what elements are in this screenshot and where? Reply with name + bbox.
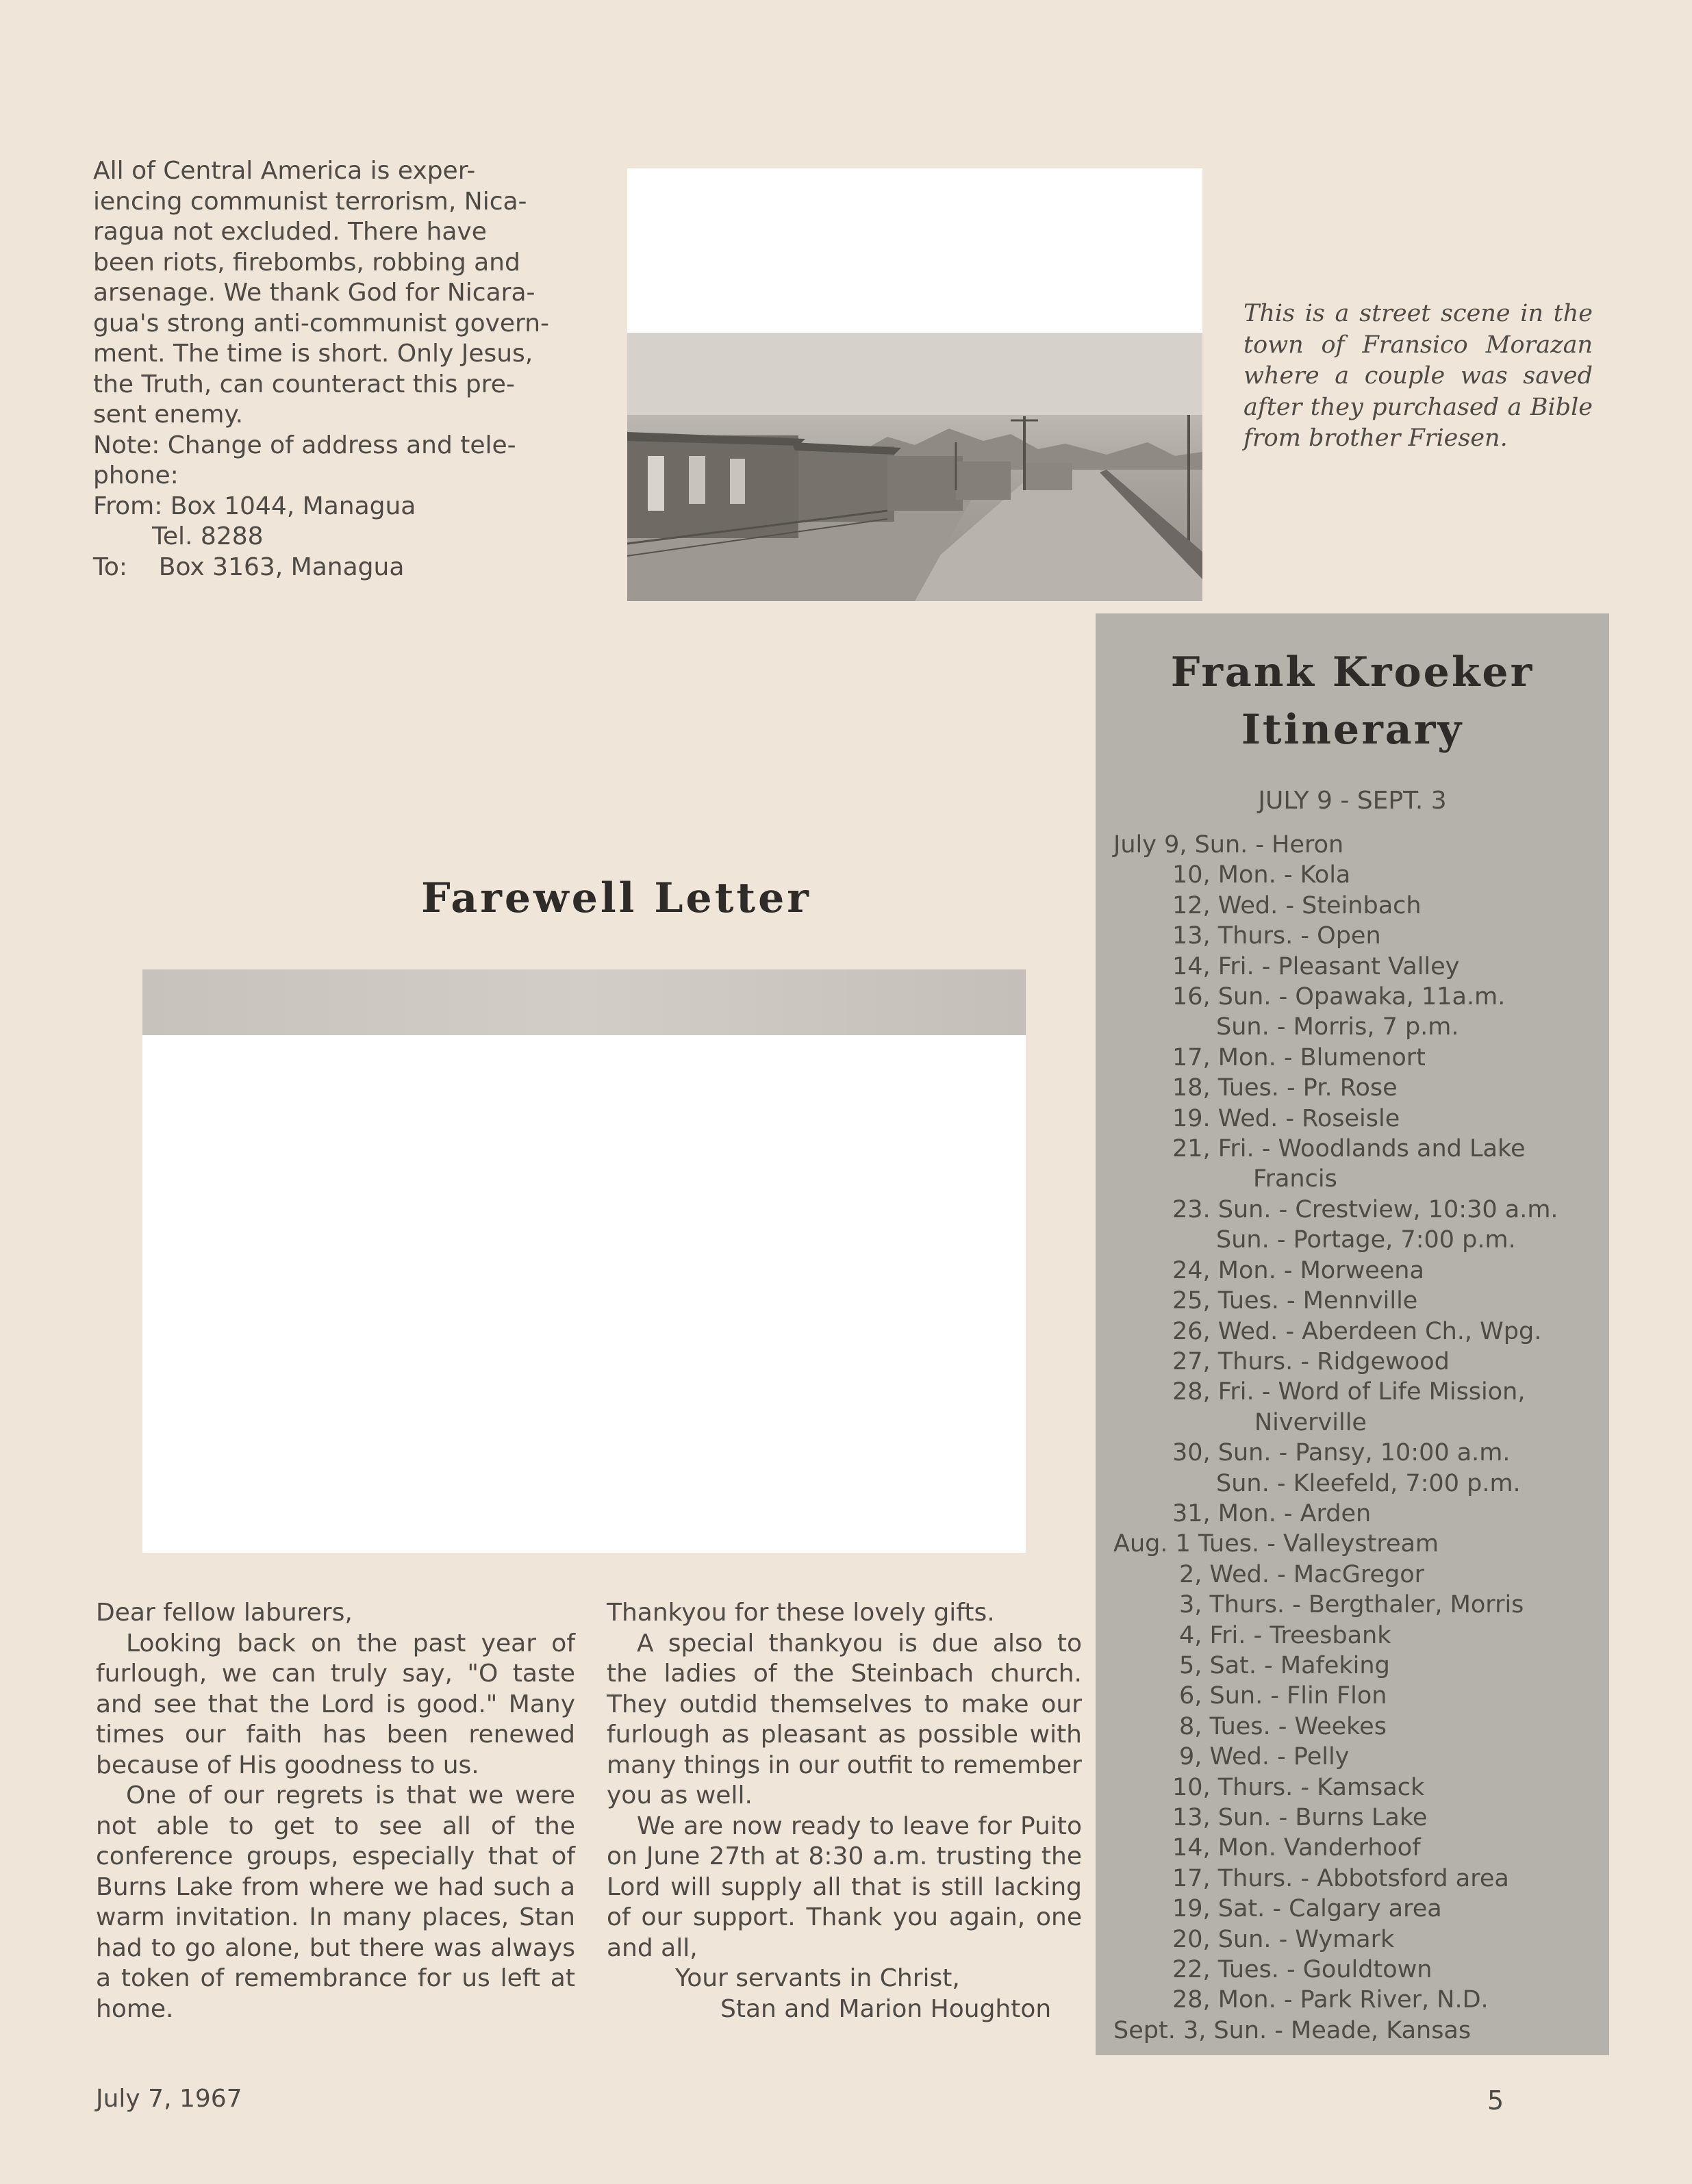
letter-paragraph: One of our regrets is that we were not able to get to see all of the conference groups, especially that of Burns Lake from where we had such a warm invitation. In many places, Stan had to go alone, but there was always a token of remembrance for us left at home. <box>96 1781 575 2023</box>
itinerary-entry: Sun. - Morris, 7 p.m. <box>1216 1013 1459 1041</box>
nicaragua-article <box>93 156 572 583</box>
itinerary-box <box>1096 613 1609 2055</box>
street-scene-photo <box>627 168 1202 601</box>
farewell-photo <box>142 969 1026 1553</box>
itinerary-entry: 6, Sun. - Flin Flon <box>1179 1682 1387 1710</box>
telephone: Tel. 8288 <box>152 522 264 550</box>
itinerary-entry: 30, Sun. - Pansy, 10:00 a.m. <box>1172 1439 1511 1467</box>
article-line: sent enemy. <box>93 401 244 429</box>
itinerary-entry: 2, Wed. - MacGregor <box>1179 1560 1425 1588</box>
address-from: From: Box 1044, Managua <box>93 492 416 520</box>
itinerary-entry: Niverville <box>1254 1408 1367 1436</box>
address-note: Note: Change of address and tele- <box>93 431 516 459</box>
itinerary-entry: 10, Mon. - Kola <box>1172 861 1351 889</box>
letter-column-1 <box>96 1598 575 2024</box>
letter-paragraph: We are now ready to leave for Puito on June 27th at 8:30 a.m. trusting the Lord will supply all that is still lacking of our support. Thank you again, one and all, <box>607 1812 1082 1962</box>
itinerary-entry: 3, Thurs. - Bergthaler, Morris <box>1179 1591 1524 1619</box>
letter-column-2 <box>607 1598 1082 2024</box>
itinerary-entry: 24, Mon. - Morweena <box>1172 1256 1424 1284</box>
letter-paragraph: Thankyou for these lovely gifts. <box>607 1599 995 1627</box>
letter-paragraph: Looking back on the past year of furlough, we can truly say, "O taste and see that the Lord is good." Many times our faith has been renewed because of His goodness to us. <box>96 1629 575 1779</box>
itinerary-title <box>1096 644 1609 759</box>
itinerary-entry: 18, Tues. - Pr. Rose <box>1172 1074 1398 1102</box>
itinerary-entry: 21, Fri. - Woodlands and Lake <box>1172 1135 1526 1163</box>
itinerary-entry: 5, Sat. - Mafeking <box>1179 1651 1390 1679</box>
issue-date: July 7, 1967 <box>96 2085 242 2113</box>
letter-salutation: Dear fellow laburers, <box>96 1599 353 1627</box>
itinerary-entry: 10, Thurs. - Kamsack <box>1172 1773 1425 1801</box>
itinerary-entry: 26, Wed. - Aberdeen Ch., Wpg. <box>1172 1317 1542 1345</box>
article-line: iencing communist terrorism, Nica- <box>93 187 527 216</box>
itinerary-entry: 17, Thurs. - Abbotsford area <box>1172 1864 1509 1892</box>
itinerary-entry: 14, Fri. - Pleasant Valley <box>1172 952 1460 980</box>
article-line: ment. The time is short. Only Jesus, <box>93 340 533 368</box>
itinerary-entry: 22, Tues. - Gouldtown <box>1172 1956 1432 1984</box>
itinerary-entry: 14, Mon. Vanderhoof <box>1172 1834 1421 1862</box>
letter-closing: Your servants in Christ, <box>675 1964 960 1992</box>
page-number: 5 <box>1487 2085 1504 2116</box>
itinerary-entry: 4, Fri. - Treesbank <box>1179 1621 1391 1649</box>
itinerary-entry: 23. Sun. - Crestview, 10:30 a.m. <box>1172 1195 1558 1223</box>
itinerary-entry: 25, Tues. - Mennville <box>1172 1287 1418 1315</box>
itinerary-entry: Sun. - Portage, 7:00 p.m. <box>1216 1226 1516 1254</box>
itinerary-entry: 9, Wed. - Pelly <box>1179 1743 1350 1771</box>
article-line: arsenage. We thank God for Nicara- <box>93 279 535 307</box>
itinerary-entry: 20, Sun. - Wymark <box>1172 1925 1395 1953</box>
itinerary-entry: 12, Wed. - Steinbach <box>1172 891 1422 919</box>
itinerary-entry: 13, Thurs. - Open <box>1172 922 1381 950</box>
itinerary-entry: 28, Fri. - Word of Life Mission, <box>1172 1378 1526 1406</box>
farewell-letter-title: Farewell Letter <box>421 874 811 922</box>
itinerary-entry: July 9, Sun. - Heron <box>1113 831 1344 859</box>
address-to: To: Box 3163, Managua <box>93 553 405 581</box>
itinerary-entry: Aug. 1 Tues. - Valleystream <box>1113 1530 1439 1558</box>
photo-caption: This is a street scene in the town of Fransico Morazan where a couple was saved after they purchased a Bible from brother Friesen. <box>1243 300 1593 452</box>
itinerary-entry: 16, Sun. - Opawaka, 11a.m. <box>1172 983 1506 1011</box>
itinerary-entry: 19. Wed. - Roseisle <box>1172 1104 1400 1132</box>
article-line: been riots, firebombs, robbing and <box>93 248 520 277</box>
itinerary-entry: Sun. - Kleefeld, 7:00 p.m. <box>1216 1469 1521 1497</box>
article-line: gua's strong anti-communist govern- <box>93 309 550 338</box>
itinerary-entry: 19, Sat. - Calgary area <box>1172 1895 1442 1923</box>
farewell-photo-band <box>142 969 1026 1035</box>
article-line: ragua not excluded. There have <box>93 218 487 246</box>
itinerary-entry: Sept. 3, Sun. - Meade, Kansas <box>1113 2016 1472 2044</box>
article-line: All of Central America is exper- <box>93 157 476 185</box>
itinerary-entry: Francis <box>1253 1165 1337 1193</box>
address-note: phone: <box>93 461 179 490</box>
itinerary-entry: 27, Thurs. - Ridgewood <box>1172 1347 1450 1375</box>
itinerary-entry: 31, Mon. - Arden <box>1172 1499 1372 1527</box>
itinerary-title-line-2: Itinerary <box>1241 706 1464 754</box>
article-line: the Truth, can counteract this pre- <box>93 370 515 398</box>
itinerary-entry: 8, Tues. - Weekes <box>1179 1712 1387 1740</box>
street-scene-drawing <box>627 168 1202 601</box>
letter-signature: Stan and Marion Houghton <box>720 1994 1052 2023</box>
itinerary-entry: 17, Mon. - Blumenort <box>1172 1043 1426 1071</box>
itinerary-entry: 13, Sun. - Burns Lake <box>1172 1804 1428 1831</box>
letter-paragraph: A special thankyou is due also to the ladies of the Steinbach church. They outdid themselves to make our furlough as pleasant as possible with many things in our outfit to remember you as well. <box>607 1629 1082 1810</box>
itinerary-entry: 28, Mon. - Park River, N.D. <box>1172 1986 1489 2014</box>
itinerary-list <box>1096 830 1609 2046</box>
itinerary-title-line-1: Frank Kroeker <box>1170 648 1535 696</box>
itinerary-date-range: JULY 9 - SEPT. 3 <box>1258 787 1447 815</box>
